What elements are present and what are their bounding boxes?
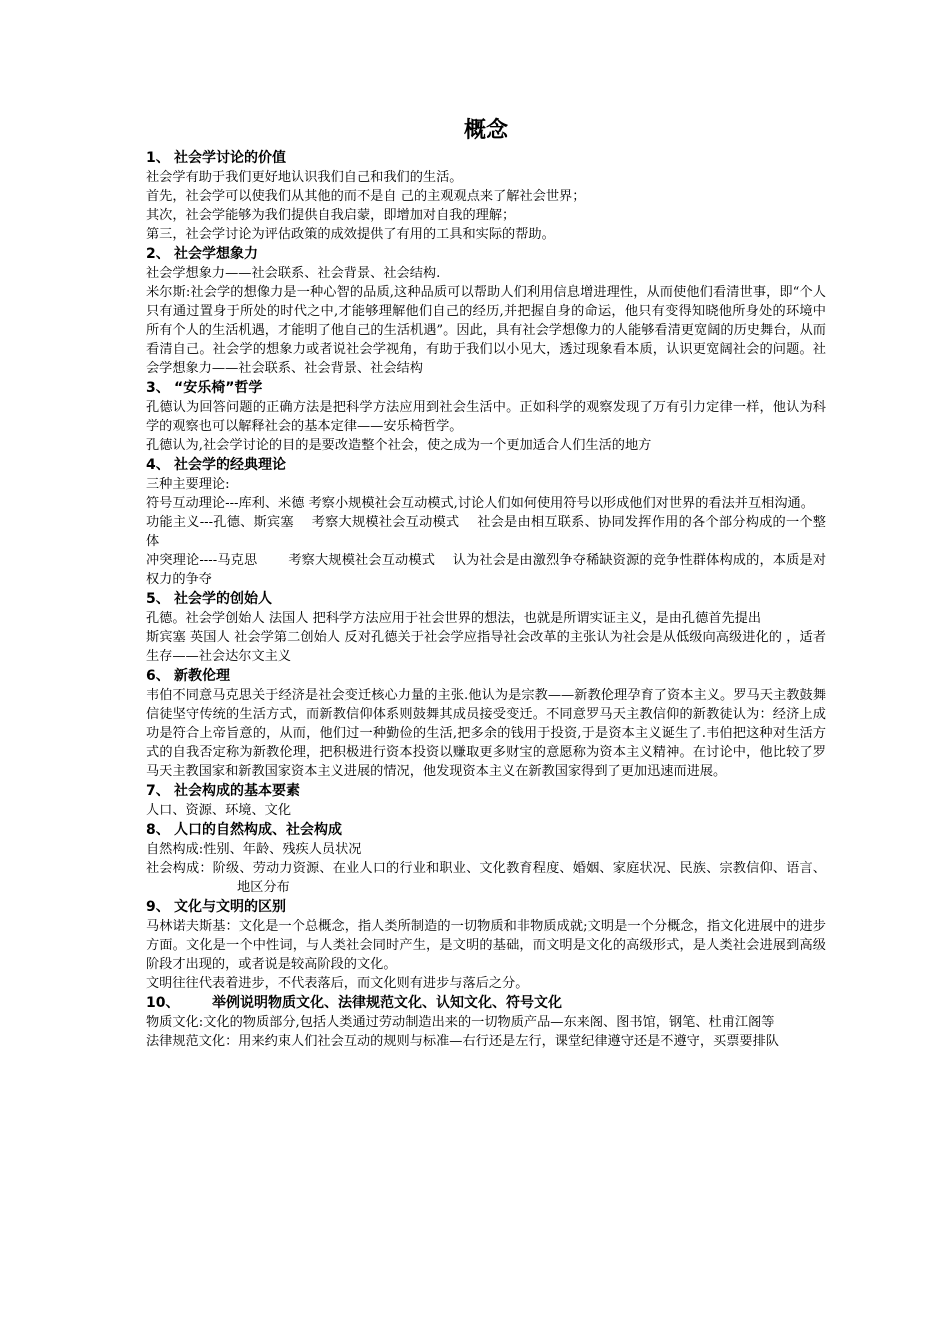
paragraph: 社会构成：阶级、劳动力资源、在业人口的行业和职业、文化教育程度、婚姻、家庭状况、民族、宗教信仰、语言、地区分布: [146, 861, 826, 895]
paragraph: 米尔斯:社会学的想像力是一种心智的品质,这种品质可以帮助人们利用信息增进理性，从而使他们看清世事，即“个人只有通过置身于所处的时代之中,才能够理解他们自己的经历,并把握自身的命运，他只有变得知晓他所身处的环境中所有个人的生活机遇，才能明了他自己的生活机遇”。因此，具有社会学想像力的人能够看清更宽阔的历史舞台，从而看清自己。社会学的想象力或者说社会学视角，有助于我们以小见大，透过现象看本质，认识更宽阔社会的问题。社会学想象力——社会联系、社会背景、社会结构: [146, 285, 826, 376]
section-4: [146, 455, 826, 589]
section-heading: [146, 820, 826, 840]
section-heading: [146, 781, 826, 801]
section-number: 6、: [146, 668, 170, 684]
section-heading-text: 举例说明物质文化、法律规范文化、认知文化、符号文化: [212, 995, 562, 1011]
section-heading: [146, 244, 826, 264]
section-number: 1、: [146, 150, 170, 166]
section-number: 3、: [146, 380, 170, 396]
paragraph: 社会学有助于我们更好地认识我们自己和我们的生活。: [146, 170, 463, 185]
section-number: 5、: [146, 591, 170, 607]
paragraph: 孔德认为回答问题的正确方法是把科学方法应用到社会生活中。正如科学的观察发现了万有引力定律一样，他认为科学的观察也可以解释社会的基本定律——安乐椅哲学。: [146, 400, 826, 434]
section-number: 7、: [146, 783, 170, 799]
section-heading: [146, 455, 826, 475]
section-heading-text: 社会学的创始人: [174, 591, 272, 607]
paragraph: 自然构成:性别、年龄、残疾人员状况: [146, 842, 362, 857]
section-heading-text: 社会学想象力: [174, 246, 258, 262]
section-heading-text: 社会学讨论的价值: [174, 150, 286, 166]
paragraph: 孔德。社会学创始人 法国人 把科学方法应用于社会世界的想法，也就是所谓实证主义，是由孔德首先提出: [146, 611, 762, 626]
section-heading: [146, 148, 826, 168]
section-5: [146, 589, 826, 666]
section-1: [146, 148, 826, 244]
paragraph: 社会学想象力——社会联系、社会背景、社会结构.: [146, 266, 441, 281]
paragraph: 冲突理论----马克思 考察大规模社会互动模式 认为社会是由激烈争夺稀缺资源的竞争性群体构成的，本质是对权力的争夺: [146, 553, 826, 587]
section-6: [146, 666, 826, 781]
section-heading-text: 社会构成的基本要素: [174, 783, 300, 799]
document-page: [146, 116, 826, 1051]
section-number: 8、: [146, 822, 170, 838]
section-heading: [146, 993, 826, 1013]
section-2: [146, 244, 826, 378]
section-number: 2、: [146, 246, 170, 262]
section-number: 9、: [146, 899, 170, 915]
paragraph: 文明往往代表着进步，不代表落后，而文化则有进步与落后之分。: [146, 976, 529, 991]
section-number: 4、: [146, 457, 170, 473]
paragraph: 功能主义---孔德、斯宾塞 考察大规模社会互动模式 社会是由相互联系、协同发挥作用的各个部分构成的一个整体: [146, 515, 826, 549]
paragraph: 首先，社会学可以使我们从其他的而不是自 己的主观观点来了解社会世界；: [146, 189, 586, 204]
section-8: [146, 820, 826, 897]
section-heading-text: “安乐椅”哲学: [174, 380, 263, 396]
paragraph: 三种主要理论:: [146, 477, 230, 492]
paragraph: 物质文化:文化的物质部分,包括人类通过劳动制造出来的一切物质产品—东来阁、图书馆，钢笔、杜甫江阁等: [146, 1015, 775, 1030]
section-3: [146, 378, 826, 455]
paragraph: 韦伯不同意马克思关于经济是社会变迁核心力量的主张.他认为是宗教——新教伦理孕育了资本主义。罗马天主教鼓舞信徒坚守传统的生活方式，而新教信仰体系则鼓舞其成员接受变迁。不同意罗马天主教信仰的新教徒认为：经济上成功是符合上帝旨意的，从而，他们过一种勤俭的生活,把多余的钱用于投资,于是资本主义诞生了.韦伯把这种对生活方式的自我否定称为新教伦理，把积极进行资本投资以赚取更多财宝的意愿称为资本主义精神。在讨论中，他比较了罗马天主教国家和新教国家资本主义进展的情况，他发现资本主义在新教国家得到了更加迅速而进展。: [146, 688, 826, 779]
paragraph: 马林诺夫斯基：文化是一个总概念，指人类所制造的一切物质和非物质成就;文明是一个分概念，指文化进展中的进步方面。文化是一个中性词，与人类社会同时产生，是文明的基础，而文明是文化的高级形式，是人类社会进展到高级阶段才出现的，或者说是较高阶段的文化。: [146, 919, 826, 972]
section-heading-text: 新教伦理: [174, 668, 230, 684]
paragraph: 符号互动理论---库利、米德 考察小规模社会互动模式,讨论人们如何使用符号以形成他们对世界的看法并互相沟通。: [146, 496, 814, 511]
section-heading: [146, 897, 826, 917]
paragraph: 法律规范文化：用来约束人们社会互动的规则与标准—右行还是左行，课堂纪律遵守还是不遵守，买票要排队: [146, 1034, 779, 1049]
paragraph: 人口、资源、环境、文化: [146, 803, 292, 818]
section-10: [146, 993, 826, 1051]
section-heading-text: 人口的自然构成、社会构成: [174, 822, 342, 838]
paragraph: 斯宾塞 英国人 社会学第二创始人 反对孔德关于社会学应指导社会改革的主张认为社会是从低级向高级进化的 ，适者生存——社会达尔文主义: [146, 630, 826, 664]
section-heading-text: 文化与文明的区别: [174, 899, 286, 915]
section-number: 10、: [146, 995, 180, 1011]
paragraph: 其次，社会学能够为我们提供自我启蒙，即增加对自我的理解；: [146, 208, 516, 223]
paragraph: 第三，社会学讨论为评估政策的成效提供了有用的工具和实际的帮助。: [146, 227, 555, 242]
section-heading-text: 社会学的经典理论: [174, 457, 286, 473]
page-title: 概念: [463, 118, 508, 143]
section-9: [146, 897, 826, 993]
paragraph: 孔德认为,社会学讨论的目的是要改造整个社会，使之成为一个更加适合人们生活的地方: [146, 438, 652, 453]
section-heading: [146, 378, 826, 398]
section-7: [146, 781, 826, 820]
section-heading: [146, 589, 826, 609]
section-heading: [146, 666, 826, 686]
